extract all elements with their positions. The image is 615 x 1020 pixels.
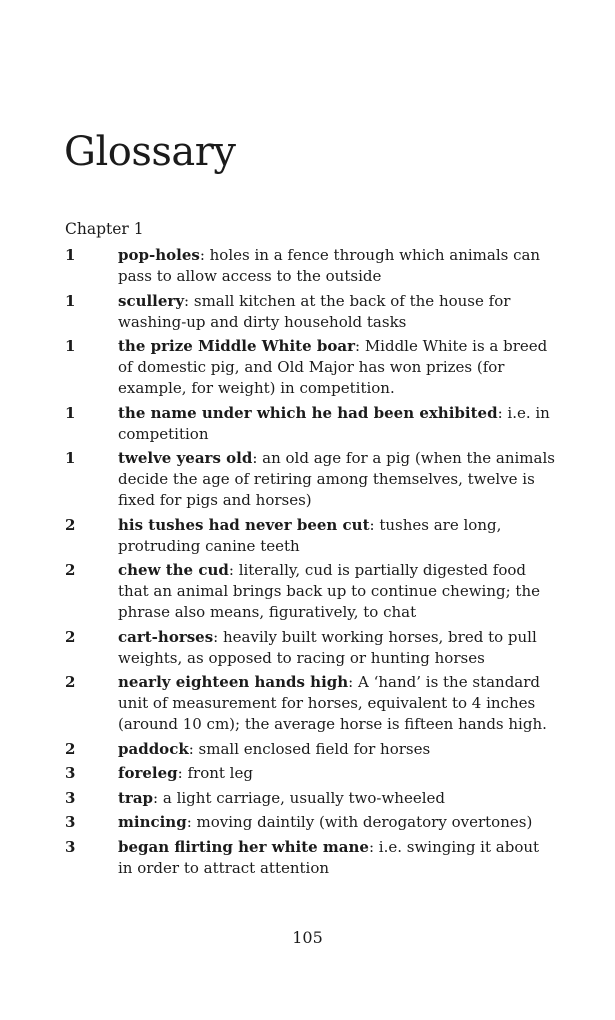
entry-term: twelve years old <box>118 449 253 467</box>
entry-definition-text: a light carriage, usually two-wheeled <box>162 788 445 807</box>
entry-definition-text: small kitchen at the back of the house for washing-up and dirty household tasks <box>118 291 511 331</box>
glossary-entry <box>65 560 557 623</box>
entry-term: chew the cud <box>118 561 229 579</box>
entry-term: trap <box>118 788 154 807</box>
entry-page-number: 2 <box>65 561 76 579</box>
entry-definition <box>118 812 557 833</box>
entry-definition-text: A ‘hand’ is the standard unit of measurement for horses, equivalent to 4 inches (around 10 cm); the average horse is fifteen hands high. <box>118 673 547 733</box>
glossary-entry <box>65 291 557 333</box>
entry-definition <box>118 627 557 669</box>
entry-definition-text: literally, cud is partially digested food that an animal brings back up to continue chewing; the phrase also means, figuratively, to chat <box>118 561 540 621</box>
glossary-entry <box>65 672 557 735</box>
entry-term: the name under which he had been exhibited <box>118 403 498 422</box>
glossary-entry <box>65 448 557 511</box>
entry-separator: : <box>199 246 210 264</box>
entry-definition-text: i.e. swinging it about in order to attract attention <box>118 837 540 877</box>
entry-definition <box>118 788 557 809</box>
entry-page-number: 1 <box>65 246 76 264</box>
entry-page-number: 3 <box>65 764 76 782</box>
glossary-entry <box>65 515 557 557</box>
entry-definition-text: i.e. in competition <box>118 403 550 443</box>
page-number: 105 <box>292 928 323 947</box>
entry-page-number: 2 <box>65 739 76 758</box>
glossary-entry <box>65 403 557 445</box>
entry-term: nearly eighteen hands high <box>118 673 349 691</box>
entry-term: scullery <box>118 291 185 310</box>
entry-page-number: 2 <box>65 627 76 646</box>
entry-term: began flirting her white mane <box>118 837 369 856</box>
entry-definition <box>118 515 557 557</box>
entry-page-number: 3 <box>65 813 76 831</box>
entry-separator: : <box>184 291 194 310</box>
chapter-heading: Chapter 1 <box>65 220 144 238</box>
glossary-entry <box>65 788 557 809</box>
entry-page-number: 2 <box>65 515 76 534</box>
entry-term: cart-horses <box>118 627 214 646</box>
entry-page-number: 1 <box>65 449 76 467</box>
entry-separator: : <box>368 837 379 856</box>
entry-definition <box>118 448 557 511</box>
entry-term: pop-holes <box>118 246 200 264</box>
entry-term: paddock <box>118 739 189 758</box>
entry-separator: : <box>354 337 365 355</box>
glossary-entry <box>65 837 557 879</box>
entry-definition-text: small enclosed field for horses <box>198 739 431 758</box>
glossary-list <box>65 245 557 882</box>
entry-definition-text: holes in a fence through which animals can pass to allow access to the outside <box>118 246 541 285</box>
entry-definition <box>118 837 557 879</box>
glossary-entry <box>65 739 557 760</box>
entry-definition <box>118 739 557 760</box>
entry-separator: : <box>186 813 197 831</box>
entry-separator: : <box>497 403 508 422</box>
entry-separator: : <box>188 739 199 758</box>
entry-page-number: 1 <box>65 403 76 422</box>
glossary-entry <box>65 812 557 833</box>
entry-page-number: 2 <box>65 673 76 691</box>
entry-separator: : <box>369 515 380 534</box>
entry-separator: : <box>228 561 239 579</box>
glossary-entry <box>65 763 557 784</box>
entry-definition <box>118 245 557 287</box>
entry-definition <box>118 763 557 784</box>
entry-term: mincing <box>118 813 187 831</box>
entry-page-number: 1 <box>65 337 76 355</box>
entry-definition <box>118 672 557 735</box>
entry-definition-text: heavily built working horses, bred to pull weights, as opposed to racing or hunting horses <box>118 627 537 667</box>
entry-definition <box>118 560 557 623</box>
entry-definition-text: tushes are long, protruding canine teeth <box>118 515 502 555</box>
entry-separator: : <box>348 673 358 691</box>
entry-separator: : <box>177 764 188 782</box>
entry-definition <box>118 336 557 399</box>
entry-separator: : <box>153 788 163 807</box>
glossary-entry <box>65 245 557 287</box>
entry-page-number: 1 <box>65 291 76 310</box>
entry-definition-text: moving daintily (with derogatory overtones) <box>196 813 533 831</box>
page-title: Glossary <box>64 128 236 175</box>
entry-term: foreleg <box>118 764 178 782</box>
glossary-entry <box>65 336 557 399</box>
entry-term: his tushes had never been cut <box>118 515 370 534</box>
glossary-entry <box>65 627 557 669</box>
entry-page-number: 3 <box>65 788 76 807</box>
entry-separator: : <box>252 449 263 467</box>
entry-definition-text: front leg <box>187 764 253 782</box>
entry-definition-text: Middle White is a breed of domestic pig, and Old Major has won prizes (for example, for weight) in competition. <box>118 337 548 397</box>
entry-term: the prize Middle White boar <box>118 337 355 355</box>
entry-definition <box>118 291 557 333</box>
entry-separator: : <box>213 627 223 646</box>
entry-definition <box>118 403 557 445</box>
entry-definition-text: an old age for a pig (when the animals decide the age of retiring among themselves, twelve is fixed for pigs and horses) <box>118 449 555 509</box>
entry-page-number: 3 <box>65 837 76 856</box>
